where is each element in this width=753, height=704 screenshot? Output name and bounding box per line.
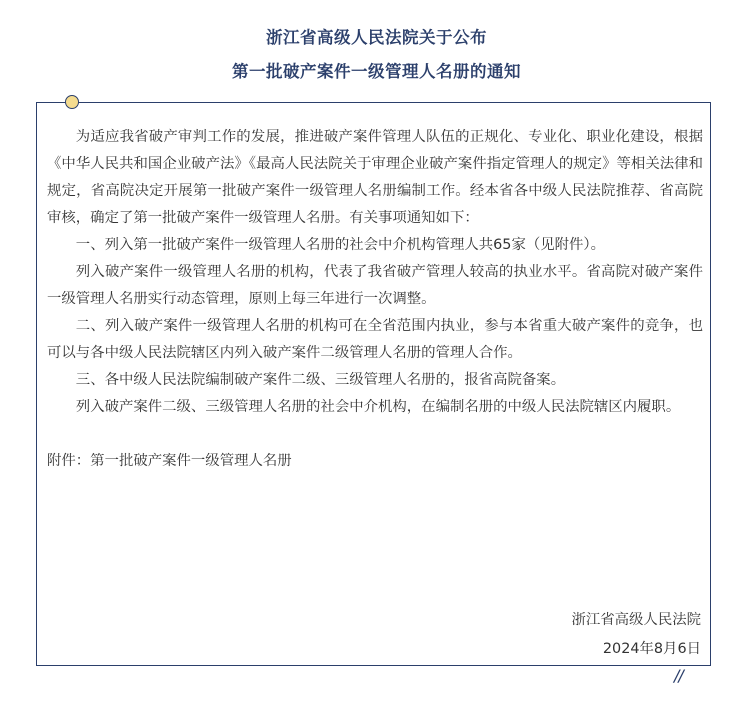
signature-date: 2024年8月6日 — [602, 641, 701, 657]
notice-body — [47, 124, 703, 475]
paragraph-intro: 为适应我省破产审判工作的发展，推进破产案件管理人队伍的正规化、专业化、职业化建设，根据《中华人民共和国企业破产法》《最高人民法院关于审理企业破产案件指定管理人的规定》等相关法律和规定，省高院决定开展第一批破产案件一级管理人名册编制工作。经本省各中级人民法院推荐、省高院审核，确定了第一批破产案件一级管理人名册。有关事项通知如下： — [47, 129, 703, 226]
title-line-1: 浙江省高级人民法院关于公布 — [266, 28, 487, 47]
signature-org: 浙江省高级人民法院 — [571, 612, 701, 628]
paragraph-item-3-note: 列入破产案件二级、三级管理人名册的社会中介机构，在编制名册的中级人民法院辖区内履职。 — [75, 399, 681, 415]
paragraph-item-2: 二、列入破产案件一级管理人名册的机构可在全省范围内执业，参与本省重大破产案件的竞争，也可以与各中级人民法院辖区内列入破产案件二级管理人名册的管理人合作。 — [47, 318, 703, 361]
title-line-2: 第一批破产案件一级管理人名册的通知 — [232, 62, 521, 81]
decorative-slashes-icon: // — [674, 666, 683, 685]
paragraph-item-1-note: 列入破产案件一级管理人名册的机构，代表了我省破产管理人较高的执业水平。省高院对破产案件一级管理人名册实行动态管理，原则上每三年进行一次调整。 — [47, 264, 703, 307]
paragraph-item-3: 三、各中级人民法院编制破产案件二级、三级管理人名册的，报省高院备案。 — [75, 372, 566, 388]
attachment-line: 附件：第一批破产案件一级管理人名册 — [47, 453, 292, 469]
decorative-dot-icon — [65, 95, 79, 109]
paragraph-item-1: 一、列入第一批破产案件一级管理人名册的社会中介机构管理人共65家（见附件）。 — [75, 237, 605, 253]
